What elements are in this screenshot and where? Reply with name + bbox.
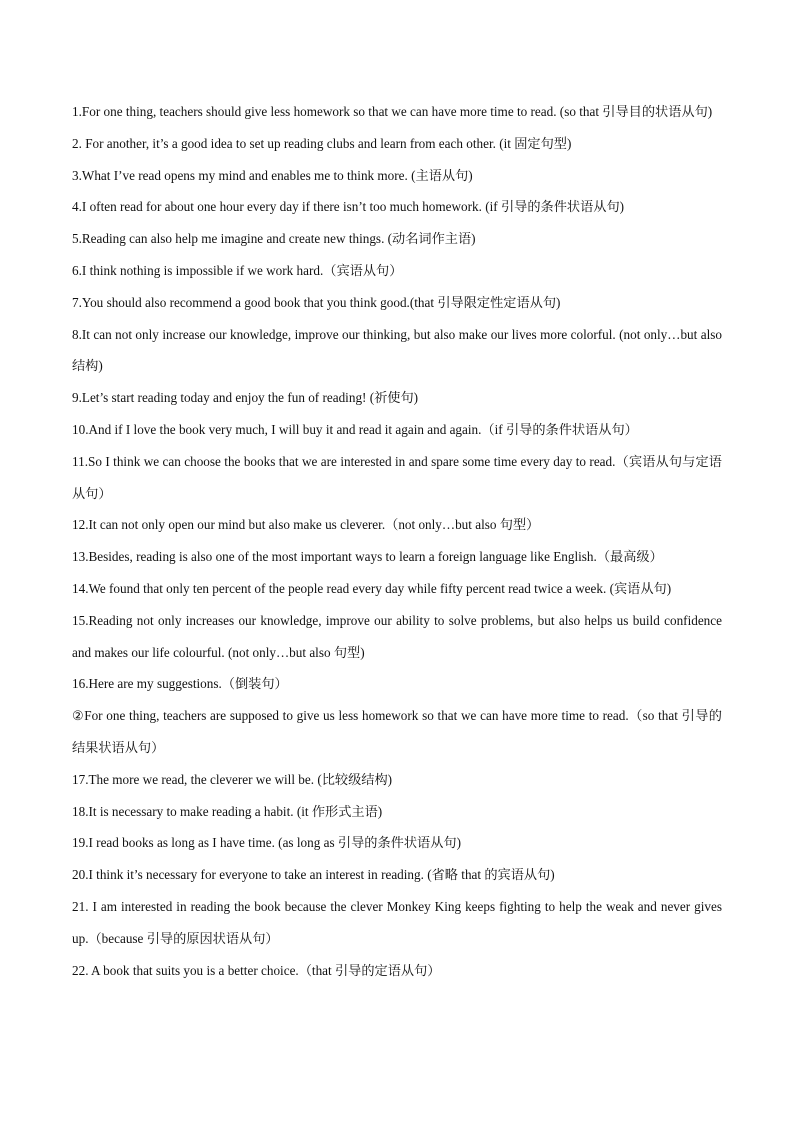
sentence-10: 10.And if I love the book very much, I will buy it and read it again and again.（if 引导的条件状语从句）: [72, 421, 638, 437]
sentence-20: 20.I think it’s necessary for everyone to take an interest in reading. (省略 that 的宾语从句): [72, 867, 555, 883]
sentence-12: 12.It can not only open our mind but also make us cleverer.（not only…but also 句型）: [72, 517, 540, 533]
sentence-2: 2. For another, it’s a good idea to set up reading clubs and learn from each other. (it 固定句型): [72, 135, 572, 151]
sentence-15: 15.Reading not only increases our knowledge, improve our ability to solve problems, but also helps us build confidence and makes our life colourful. (not only…but also 句型): [72, 612, 722, 660]
document-body: [72, 96, 722, 986]
sentence-8: 8.It can not only increase our knowledge, improve our thinking, but also make our lives more colorful. (not only…but also 结构): [72, 326, 722, 374]
sentence-4: 4.I often read for about one hour every day if there isn’t too much homework. (if 引导的条件状语从句): [72, 199, 625, 215]
sentence-19: 19.I read books as long as I have time. (as long as 引导的条件状语从句): [72, 835, 461, 851]
sentence-18: 18.It is necessary to make reading a habit. (it 作形式主语): [72, 803, 383, 819]
sentence-3: 3.What I’ve read opens my mind and enables me to think more. (主语从句): [72, 167, 473, 183]
sentence-5: 5.Reading can also help me imagine and create new things. (动名词作主语): [72, 231, 476, 247]
sentence-13: 13.Besides, reading is also one of the most important ways to learn a foreign language like English.（最高级）: [72, 549, 663, 565]
sentence-17: 17.The more we read, the cleverer we will be. (比较级结构): [72, 771, 393, 787]
sentence-14: 14.We found that only ten percent of the people read every day while fifty percent read twice a week. (宾语从句): [72, 580, 672, 596]
sentence-22: 22. A book that suits you is a better choice.（that 引导的定语从句）: [72, 962, 441, 978]
sentence-6: 6.I think nothing is impossible if we work hard.（宾语从句）: [72, 262, 403, 278]
sentence-11: 11.So I think we can choose the books that we are interested in and spare some time every day to read.（宾语从句与定语从句）: [72, 453, 722, 501]
sentence-9: 9.Let’s start reading today and enjoy the fun of reading! (祈使句): [72, 390, 419, 406]
sentence-7: 7.You should also recommend a good book that you think good.(that 引导限定性定语从句): [72, 294, 561, 310]
sentence-1: 1.For one thing, teachers should give less homework so that we can have more time to read. (so that 引导目的状语从句): [72, 104, 713, 119]
sentence-21: 21. I am interested in reading the book because the clever Monkey King keeps fighting to help the weak and never gives up.（because 引导的原因状语从句）: [72, 898, 722, 946]
sentence-16b: ②For one thing, teachers are supposed to give us less homework so that we can have more time to read.（so that 引导的结果状语从句）: [72, 708, 722, 755]
sentence-16: 16.Here are my suggestions.（倒装句）: [72, 676, 288, 692]
